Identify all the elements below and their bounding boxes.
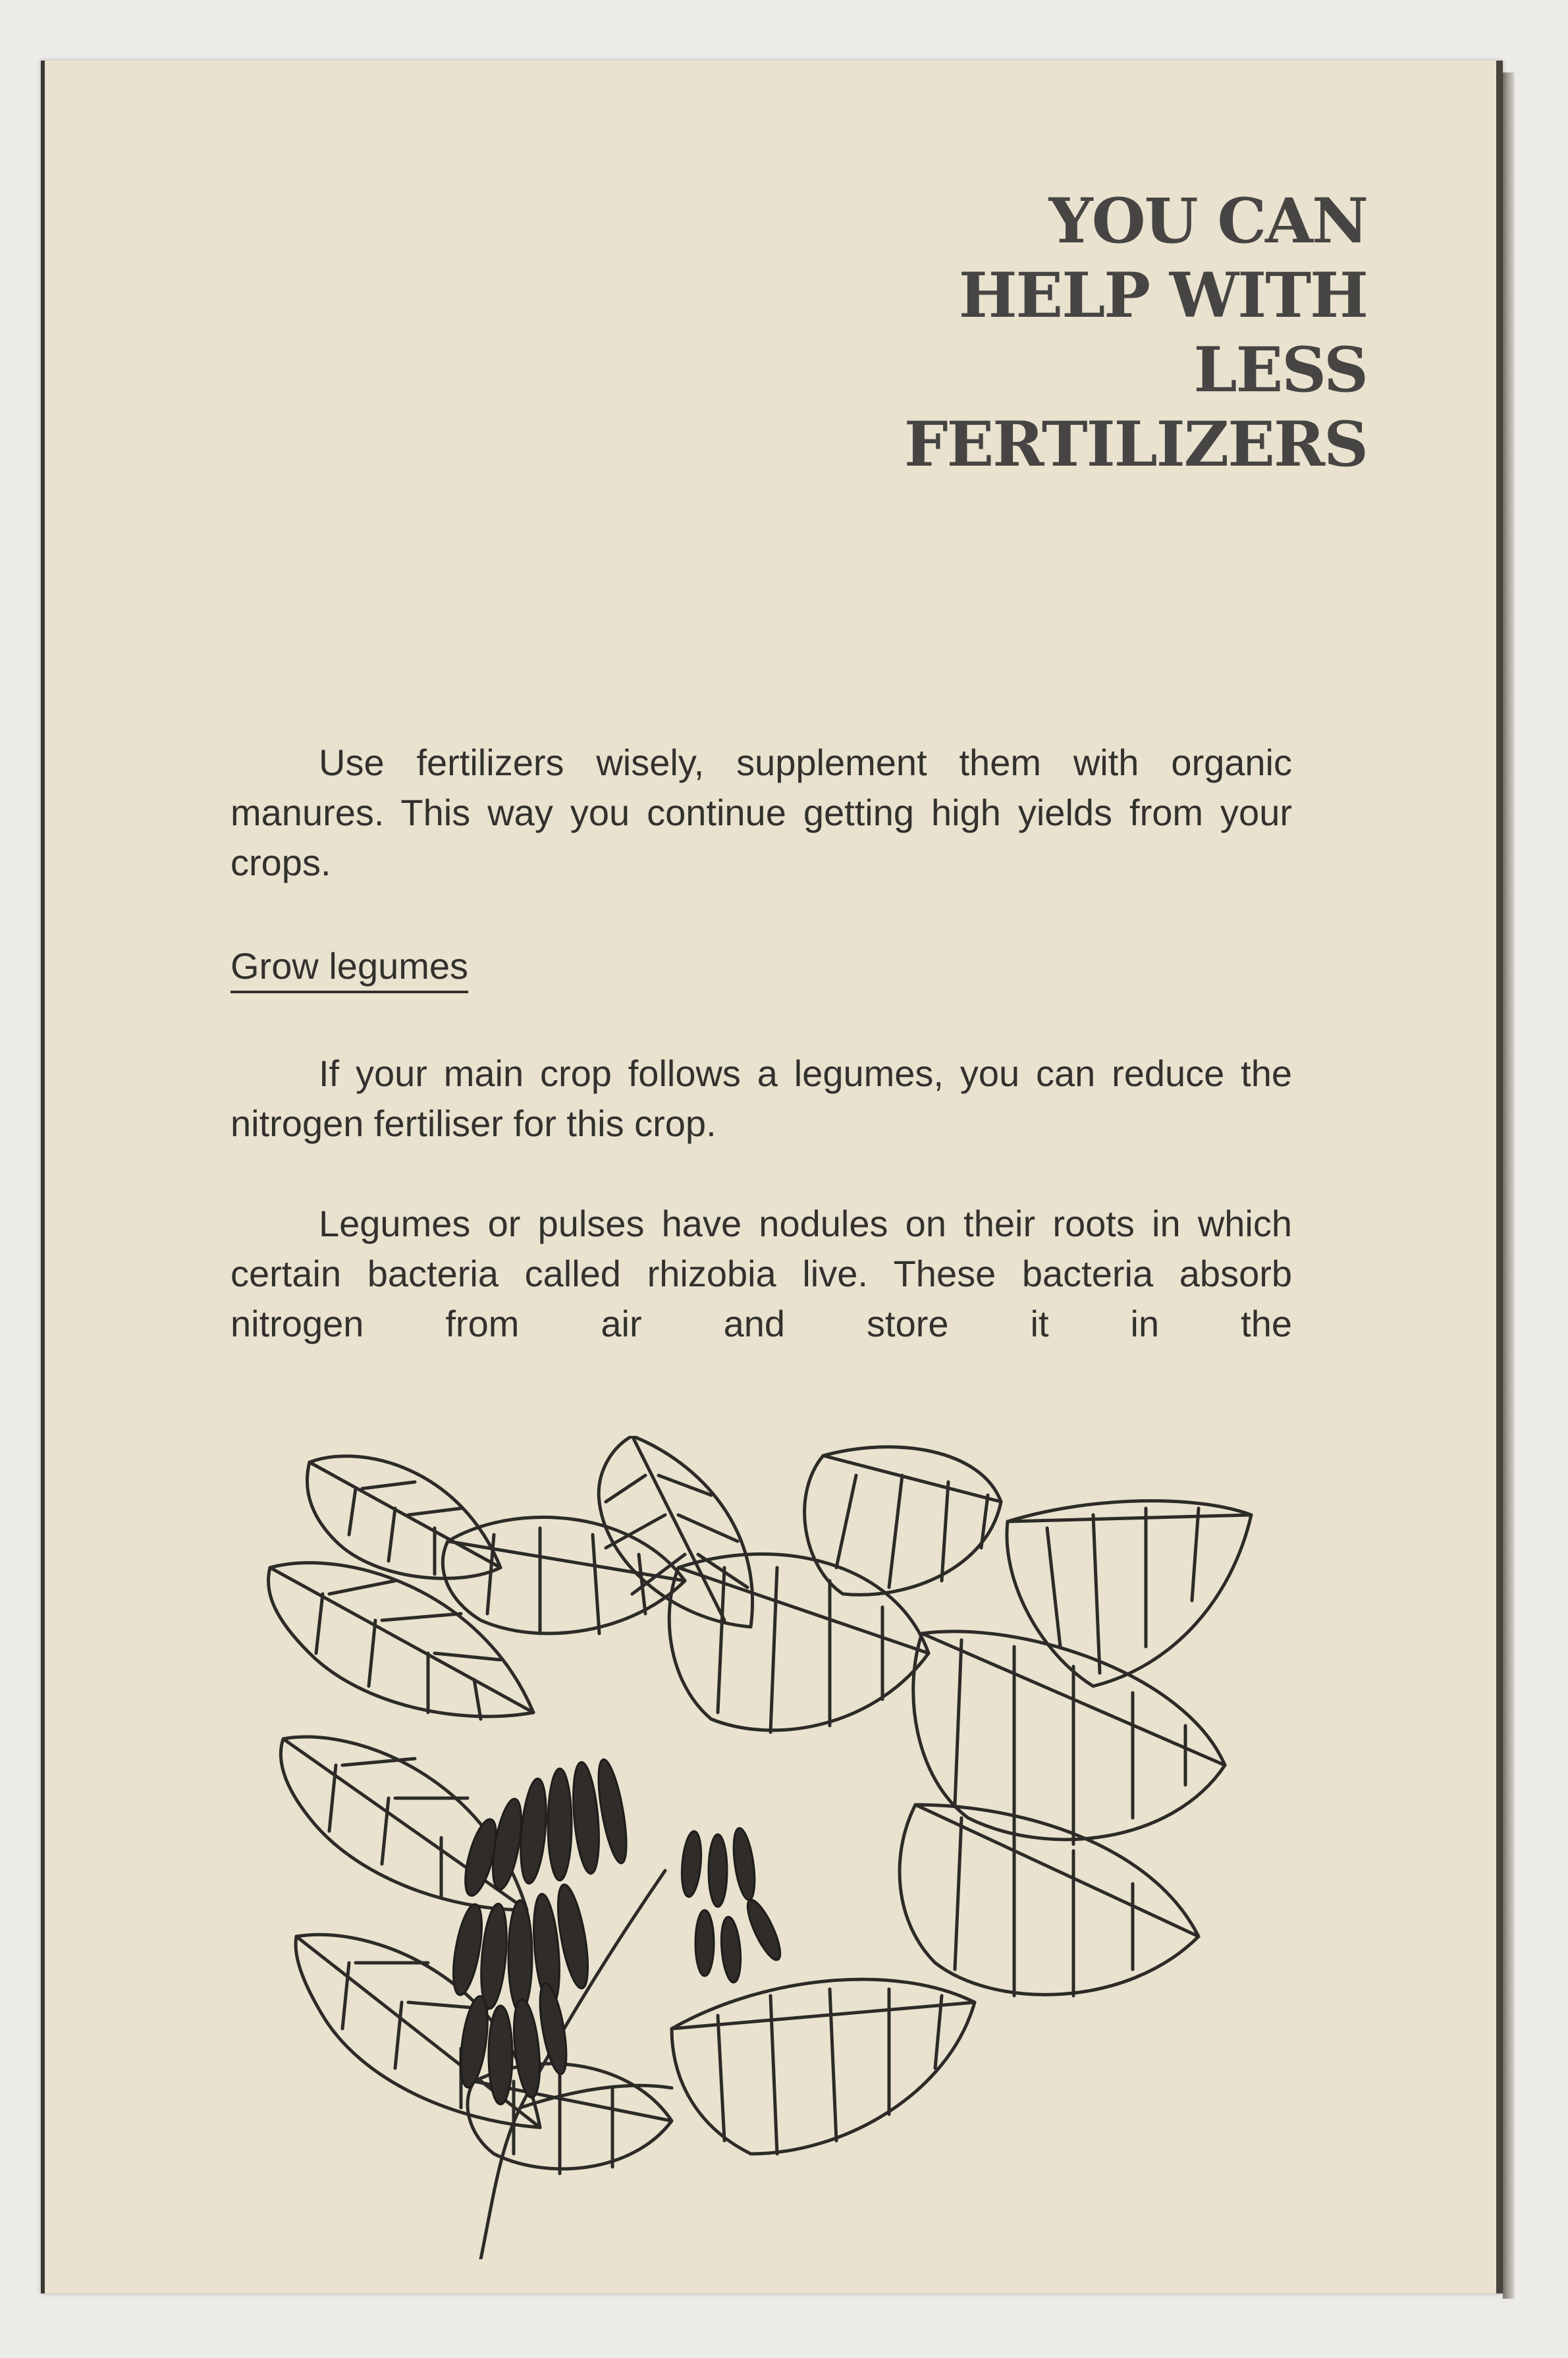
legume-plant-icon	[263, 1436, 1278, 2259]
nodules-paragraph: Legumes or pulses have nodules on their roots in which certain bacteria called rhizobia live. These bacteria absorb nitrogen from air and store it in the	[230, 1203, 1292, 1344]
page-title	[709, 184, 1367, 482]
booklet-edge	[1503, 72, 1515, 2299]
title-line-1: YOU CAN	[1048, 185, 1367, 258]
title-line-3: LESS	[1193, 334, 1367, 406]
leaf	[307, 1456, 500, 1579]
title-line-4: FERTILIZERS	[904, 408, 1367, 481]
intro-paragraph: Use fertilizers wisely, supplement them with organic manures. This way you continue getting high yields from your crops.	[230, 742, 1292, 883]
title-line-2: HELP WITH	[958, 260, 1367, 332]
section-heading: Grow legumes	[230, 943, 468, 993]
legumes-paragraph: If your main crop follows a legumes, you can reduce the nitrogen fertiliser for this crop.	[230, 1053, 1292, 1144]
